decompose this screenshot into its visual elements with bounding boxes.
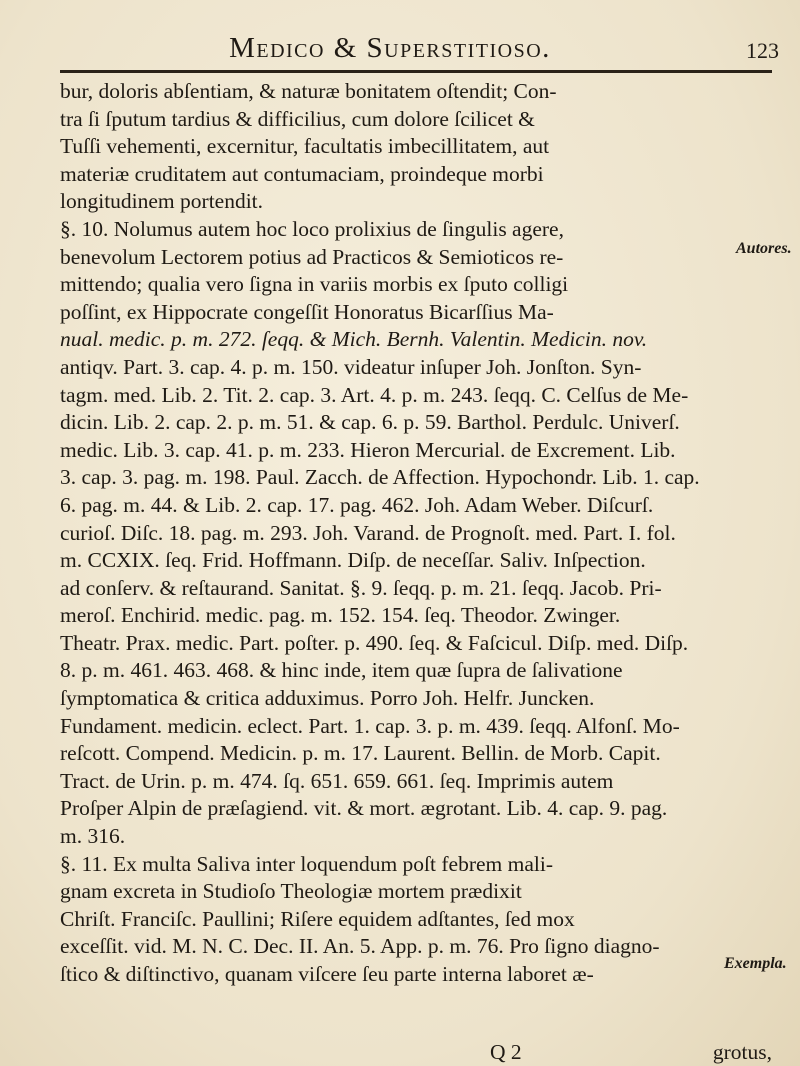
page-number: 123 xyxy=(746,38,779,63)
text-line: m. 316. xyxy=(60,824,126,849)
text-line: poſſint, ex Hippocrate congeſſit Honoratus Bicarſſius Ma- xyxy=(60,299,554,324)
text-line: 3. cap. 3. pag. m. 198. Paul. Zacch. de Affection. Hypochondr. Lib. 1. cap. xyxy=(60,465,700,490)
text-line: §. 11. Ex multa Saliva inter loquendum poſt febrem mali- xyxy=(60,851,553,876)
header-rule xyxy=(60,70,772,73)
text-line: longitudinem portendit. xyxy=(60,189,264,214)
text-line: Proſper Alpin de præſagiend. vit. & mort. ægrotant. Lib. 4. cap. 9. pag. xyxy=(60,796,668,821)
margin-note-exempla: Exempla. xyxy=(724,955,787,972)
body-text xyxy=(60,78,772,989)
text-line: medic. Lib. 3. cap. 41. p. m. 233. Hieron Mercurial. de Excrement. Lib. xyxy=(60,437,676,462)
text-line: §. 10. Nolumus autem hoc loco prolixius de ſingulis agere, xyxy=(60,216,564,241)
signature-mark: Q 2 xyxy=(490,1040,522,1064)
text-line: ad conſerv. & reſtaurand. Sanitat. §. 9. ſeqq. p. m. 21. ſeqq. Jacob. Pri- xyxy=(60,575,662,600)
text-line: exceſſit. vid. M. N. C. Dec. II. An. 5. App. p. m. 76. Pro ſigno diagno- xyxy=(60,934,660,959)
text-line: curioſ. Diſc. 18. pag. m. 293. Joh. Varand. de Prognoſt. med. Part. I. fol. xyxy=(60,520,676,545)
text-line: Fundament. medicin. eclect. Part. 1. cap. 3. p. m. 439. ſeqq. Alfonſ. Mo- xyxy=(60,713,680,738)
text-line: Tuſſi vehementi, excernitur, facultatis imbecillitatem, aut xyxy=(60,134,550,159)
text-line: 8. p. m. 461. 463. 468. & hinc inde, item quæ ſupra de ſalivatione xyxy=(60,658,623,683)
text-line: ſymptomatica & critica adduximus. Porro Joh. Helfr. Juncken. xyxy=(60,686,595,711)
text-line: tra ſi ſputum tardius & difficilius, cum dolore ſcilicet & xyxy=(60,106,535,131)
catchword: grotus, xyxy=(712,1040,772,1064)
text-line: gnam excreta in Studioſo Theologiæ mortem prædixit xyxy=(60,879,522,904)
page-header xyxy=(0,28,800,64)
text-line: bur, doloris abſentiam, & naturæ bonitatem oſtendit; Con- xyxy=(60,79,557,103)
text-line: ſtico & diſtinctivo, quanam viſcere ſeu parte interna laboret æ- xyxy=(60,962,594,986)
text-line: Theatr. Prax. medic. Part. poſter. p. 490. ſeq. & Faſcicul. Diſp. med. Diſp. xyxy=(60,630,689,655)
text-line: m. CCXIX. ſeq. Frid. Hoffmann. Diſp. de neceſſar. Saliv. Inſpection. xyxy=(60,548,646,573)
running-head: Medico & Superstitioso. xyxy=(229,32,551,64)
text-line: meroſ. Enchirid. medic. pag. m. 152. 154. ſeq. Theodor. Zwinger. xyxy=(60,603,621,628)
text-line: 6. pag. m. 44. & Lib. 2. cap. 17. pag. 462. Joh. Adam Weber. Diſcurſ. xyxy=(60,492,654,517)
text-line: Tract. de Urin. p. m. 474. ſq. 651. 659. 661. ſeq. Imprimis autem xyxy=(60,768,614,793)
page-footer xyxy=(60,1040,772,1066)
text-line: reſcott. Compend. Medicin. p. m. 17. Laurent. Bellin. de Morb. Capit. xyxy=(60,741,661,766)
text-line: benevolum Lectorem potius ad Practicos & Semioticos re- xyxy=(60,244,564,269)
text-line: materiæ cruditatem aut contumaciam, proindeque morbi xyxy=(60,161,544,186)
text-line: nual. medic. p. m. 272. ſeqq. & Mich. Bernh. Valentin. Medicin. nov. xyxy=(60,327,648,352)
text-line: dicin. Lib. 2. cap. 2. p. m. 51. & cap. 6. p. 59. Barthol. Perdulc. Univerſ. xyxy=(60,410,680,435)
margin-note-autores: Autores. xyxy=(736,240,792,257)
text-line: Chriſt. Franciſc. Paullini; Riſere equidem adſtantes, ſed mox xyxy=(60,906,575,931)
text-line: tagm. med. Lib. 2. Tit. 2. cap. 3. Art. 4. p. m. 243. ſeqq. C. Celſus de Me- xyxy=(60,382,689,407)
text-line: mittendo; qualia vero ſigna in variis morbis ex ſputo colligi xyxy=(60,272,569,297)
text-line: antiqv. Part. 3. cap. 4. p. m. 150. videatur inſuper Joh. Jonſton. Syn- xyxy=(60,354,642,379)
